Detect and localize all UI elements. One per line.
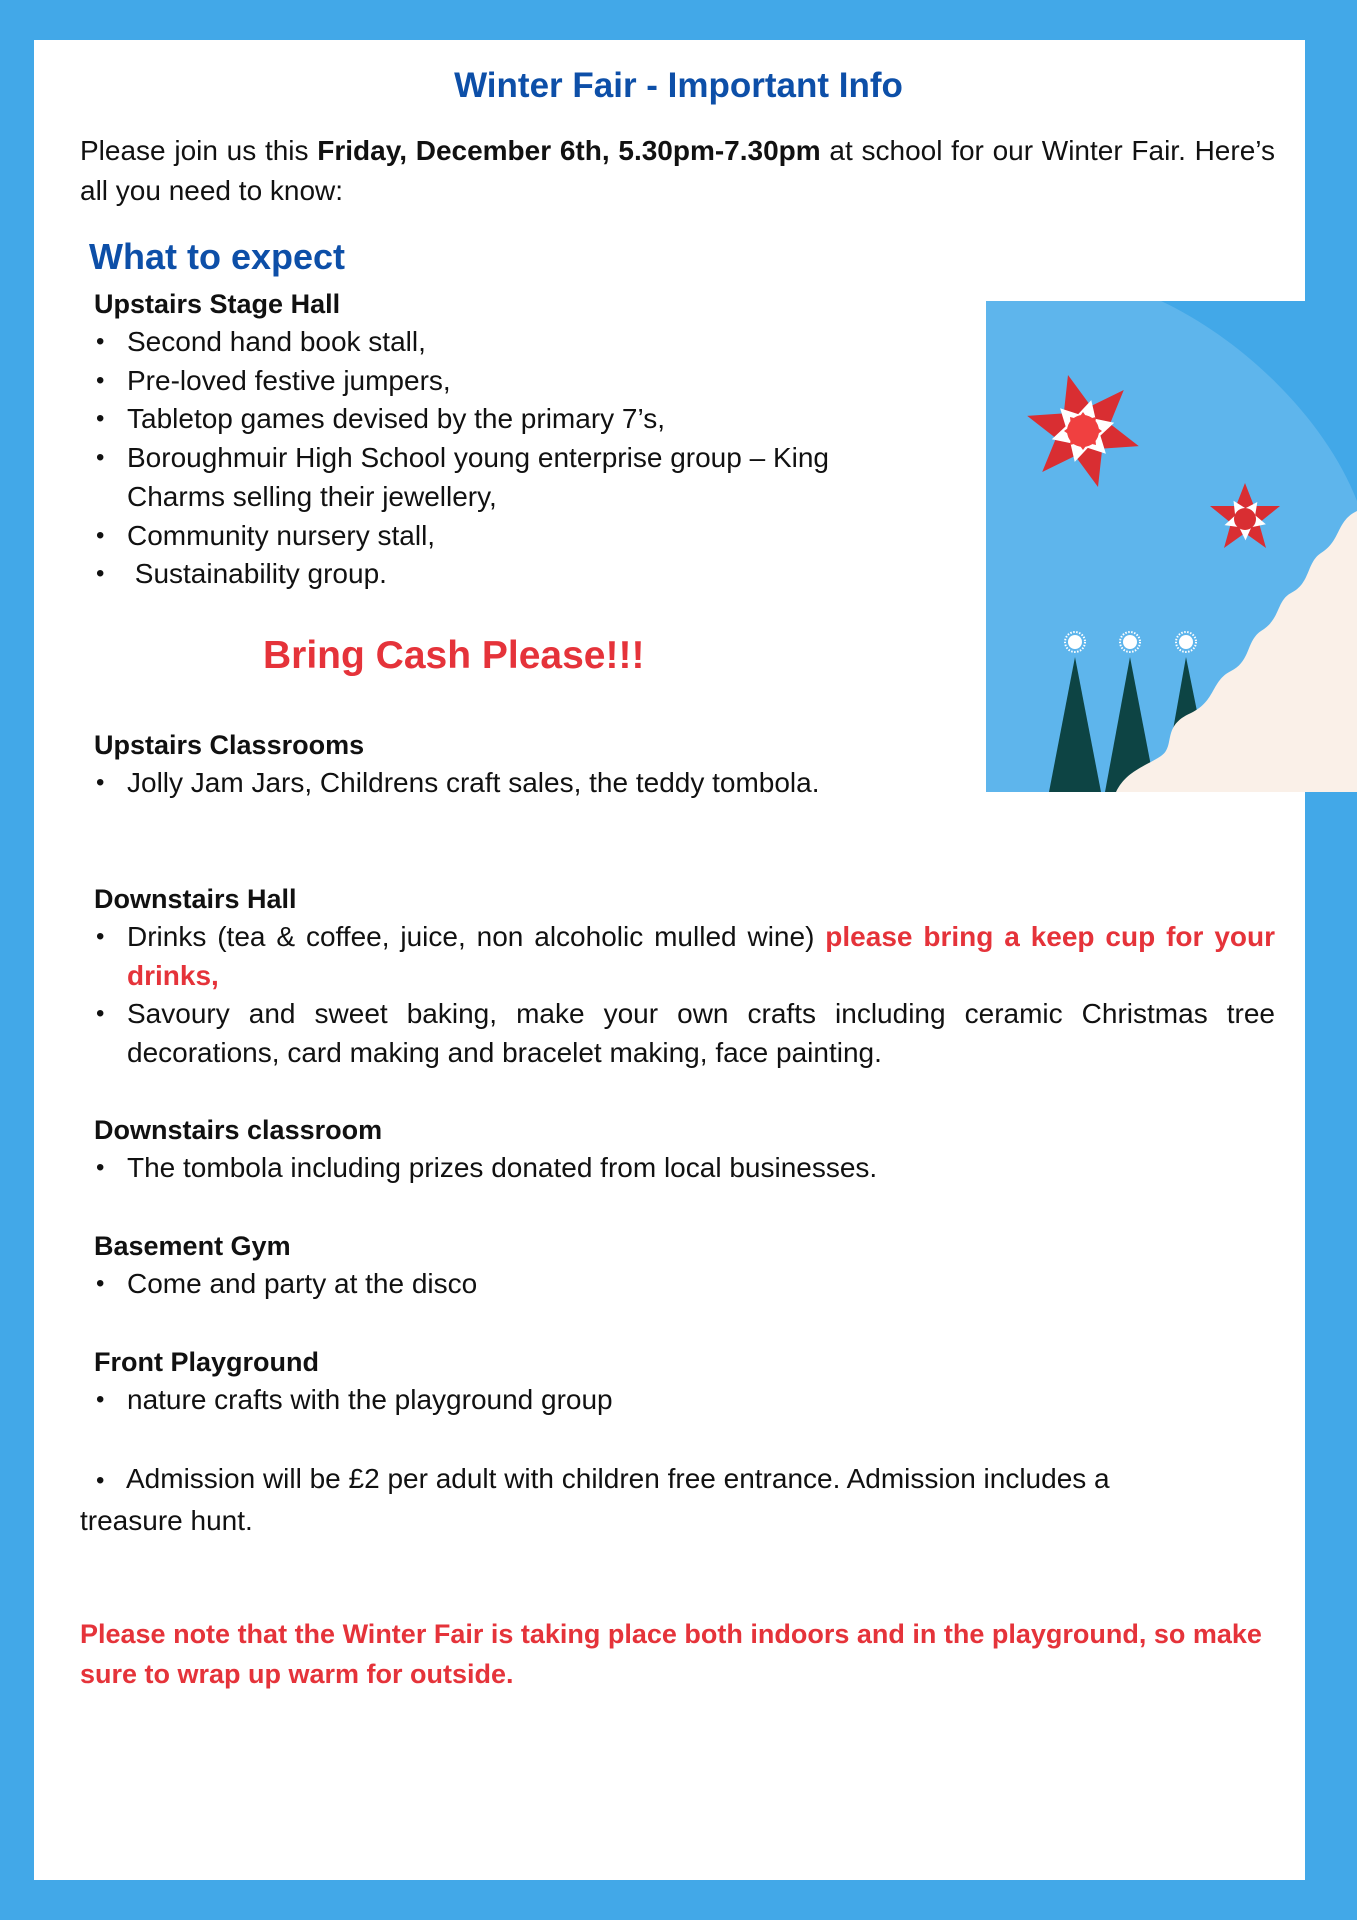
- bullet-list: [94, 323, 834, 594]
- list-item: • nature crafts with the playground group: [94, 1381, 1275, 1420]
- list-item: • Tabletop games devised by the primary 7’s,: [94, 400, 834, 439]
- weather-note: Please note that the Winter Fair is taking place both indoors and in the playground, so make sure to wrap up warm for outside.: [80, 1619, 1262, 1689]
- drinks-text: Drinks (tea & coffee, juice, non alcoholic mulled wine): [127, 921, 826, 952]
- list-item: • Community nursery stall,: [94, 517, 834, 556]
- section-heading: Front Playground: [94, 1347, 319, 1377]
- keep-cup-notice: please bring a keep cup for your drinks,: [127, 921, 1275, 991]
- section-heading: Upstairs Classrooms: [94, 730, 365, 760]
- list-item: • Second hand book stall,: [94, 323, 834, 362]
- section-front-playground: [94, 1343, 1275, 1420]
- section-downstairs-classroom: [94, 1111, 1275, 1188]
- list-item: [94, 918, 1275, 995]
- bullet-list: [94, 1149, 1275, 1188]
- list-item: • Boroughmuir High School young enterprise group – King Charms selling their jewellery,: [94, 439, 834, 516]
- list-item: • Pre-loved festive jumpers,: [94, 362, 834, 401]
- intro-paragraph: [80, 131, 1275, 211]
- list-item: • Come and party at the disco: [94, 1265, 1275, 1304]
- bullet-glyph: •: [96, 1467, 105, 1494]
- section-basement-gym: [94, 1227, 1275, 1304]
- list-item: • Sustainability group.: [94, 555, 834, 594]
- bullet-list: [94, 1265, 1275, 1304]
- page-title: Winter Fair - Important Info: [454, 66, 903, 105]
- section-heading: Downstairs Hall: [94, 884, 297, 914]
- bullet-list: [94, 1381, 1275, 1420]
- section-downstairs-hall: [94, 880, 1275, 1073]
- intro-prefix: Please join us this: [80, 135, 318, 166]
- admission-text: Admission will be £2 per adult with children free entrance. Admission includes a treasure hunt.: [80, 1463, 1110, 1536]
- list-item: • The tombola including prizes donated from local businesses.: [94, 1149, 1275, 1188]
- list-item: • Savoury and sweet baking, make your own crafts including ceramic Christmas tree decorations, card making and bracelet making, face painting.: [94, 995, 1275, 1072]
- admission-info: [80, 1459, 1200, 1541]
- section-heading: Upstairs Stage Hall: [94, 289, 341, 319]
- bring-cash-notice: Bring Cash Please!!!: [263, 634, 645, 677]
- section-heading: Basement Gym: [94, 1231, 291, 1261]
- section-heading: Downstairs classroom: [94, 1115, 383, 1145]
- winter-scene-svg: [986, 301, 1357, 792]
- winter-illustration: [986, 301, 1357, 792]
- bullet-list: [94, 918, 1275, 1073]
- list-item: • Jolly Jam Jars, Childrens craft sales, the teddy tombola.: [94, 764, 1275, 803]
- what-to-expect-heading: What to expect: [89, 236, 346, 277]
- intro-suffix: at school for our Winter Fair. Here’s all you need to know:: [80, 135, 1275, 206]
- event-datetime: Friday, December 6th, 5.30pm-7.30pm: [317, 135, 821, 166]
